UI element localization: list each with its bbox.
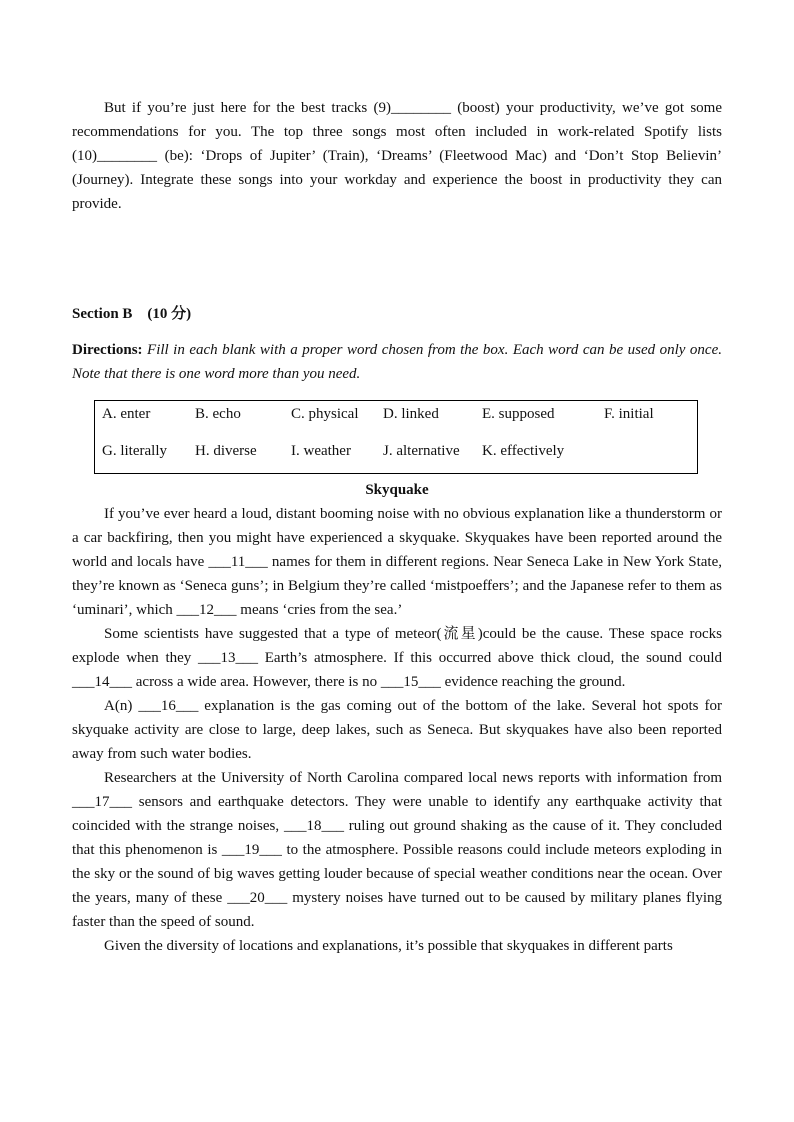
word-option-k: K. effectively [482, 443, 565, 459]
document-page [72, 96, 722, 958]
article-paragraph: A(n) ___16___ explanation is the gas coming out of the bottom of the lake. Several hot spots for skyquake activity are close to large, deep lakes, such as Seneca. But skyquakes have also been reported away from such water bodies. [72, 698, 722, 762]
word-option-f: F. initial [604, 406, 654, 422]
directions [72, 338, 722, 386]
directions-label: Directions: [72, 342, 143, 358]
word-option-g: G. literally [102, 443, 167, 459]
word-option-h: H. diverse [195, 443, 257, 459]
article-title: Skyquake [365, 482, 429, 498]
word-option-j: J. alternative [383, 443, 460, 459]
directions-text: Fill in each blank with a proper word chosen from the box. Each word can be used only once. Note that there is one word more than you need. [72, 342, 722, 382]
article-paragraph: Researchers at the University of North Carolina compared local news reports with information from ___17___ sensors and earthquake detectors. They were unable to identify any earthquake activity that coincided with the strange noises, ___18___ ruling out ground shaking as the cause of it. They concluded that this phenomenon is ___19___ to the atmosphere. Possible reasons could include meteors exploding in the sky or the sound of big waves getting louder because of special weather conditions near the ocean. Over the years, many of these ___20___ mystery noises have turned out to be caused by military planes flying faster than the speed of sound. [72, 770, 722, 930]
paragraph-grammar-9-10: But if you’re just here for the best tracks (9)________ (boost) your productivity, we’ve got some recommendations for you. The top three songs most often included in work-related Spotify lists (10)________ (be): ‘Drops of Jupiter’ (Train), ‘Dreams’ (Fleetwood Mac) and ‘Don’t Stop Believin’ (Journey). Integrate these songs into your workday and experience the boost in productivity they can provide. [72, 100, 722, 212]
section-b-title: Section B (10 分) [72, 306, 192, 322]
word-bank-row-2 [95, 439, 697, 463]
word-bank-row-1 [95, 402, 697, 426]
spacer [72, 216, 722, 302]
word-option-d: D. linked [383, 406, 439, 422]
article-paragraph: If you’ve ever heard a loud, distant booming noise with no obvious explanation like a thunderstorm or a car backfiring, then you might have experienced a skyquake. Skyquakes have been reported around the world and locals have ___11___ names for them in different regions. Near Seneca Lake in New York State, they’re known as ‘Seneca guns’; in Belgium they’re called ‘mistpoeffers’; and the Japanese refer to them as ‘uminari’, which ___12___ means ‘cries from the sea.’ [72, 506, 722, 618]
word-option-e: E. supposed [482, 406, 555, 422]
word-option-a: A. enter [102, 406, 151, 422]
word-option-c: C. physical [291, 406, 359, 422]
word-option-i: I. weather [291, 443, 351, 459]
word-option-b: B. echo [195, 406, 241, 422]
article-paragraph: Some scientists have suggested that a type of meteor(流星)could be the cause. These space rocks explode when they ___13___ Earth’s atmosphere. If this occurred above thick cloud, the sound could ___14___ across a wide area. However, there is no ___15___ evidence reaching the ground. [72, 626, 722, 690]
article-paragraph: Given the diversity of locations and explanations, it’s possible that skyquakes in different parts [104, 938, 673, 954]
word-bank-box [94, 400, 698, 474]
